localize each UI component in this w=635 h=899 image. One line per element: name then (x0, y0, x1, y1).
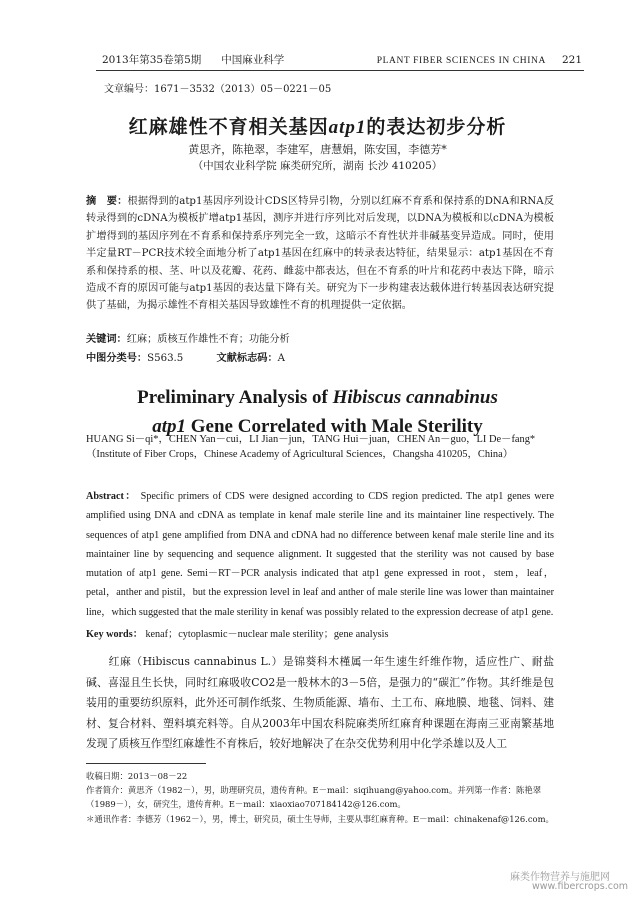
cn-affiliation: （中国农业科学院 麻类研究所，湖南 长沙 410205） (192, 160, 443, 172)
header-rule (96, 70, 584, 71)
footnote-author-bio: 作者简介：黄思齐（1982－），男，助理研究员，遗传育种。E－mail：siqihuang@yahoo.com。并列第一作者：陈艳翠（1989－），女，研究生，遗传育种。E－mail：xiaoxiao707184142@126.com。 (86, 785, 542, 810)
cn-authors: 黄思齐，陈艳翠，李建军，唐慧娟，陈安国，李德芳* (188, 143, 447, 156)
body-paragraph: 红麻（Hibiscus cannabinus L.）是锦葵科木槿属一年生速生纤维作物，适应性广、耐盐碱、喜湿且生长快，同时红麻吸收CO2是一般林木的3－5倍，是强力的“碳汇”作物。其纤维是包装用的重要纺织原料，此外还可制作纸浆、生物质能源、墙布、土工布、麻地膜、地毯、饲料、建材、复合材料、塑料填充料等。自从2003年中国农科院麻类所红麻育种课题在海南三亚南繁基地发现了质核互作型红麻雄性不育株后，较好地解决了在杂交优势利用中化学杀雄以及人工 (86, 655, 555, 750)
en-title: Preliminary Analysis of Hibiscus cannabinus atp1 Gene Correlated with Male Sterility (137, 387, 498, 437)
cn-abstract: 摘 要：根据得到的atp1基因序列设计CDS区特异引物，分别以红麻不育系和保持系的DNA和RNA反转录得到的cDNA为模板扩增atp1基因，测序并进行序列比对后发现，以DNA为模板和以cDNA为模板扩增得到的基因序列在不育系和保持系序列完全一致，这暗示不育性状并非碱基变异造成。同时，使用半定量RT－PCR技术较全面地分析了atp1基因在红麻中的转录表达特征，结果显示：atp1基因在不育系和保持系的根、茎、叶以及花瓣、花药、雌蕊中都表达，但在不育系的叶片和花药中表达下降，暗示造成不育的原因可能与atp1基因的表达量下降有关。研究为下一步构建表达载体进行转基因表达研究提供了基础，为揭示雄性不育相关基因导致雄性不育的机理提供一定依据。 (86, 195, 555, 312)
cn-classification: 中图分类号：S563.5 文献标志码：A (86, 352, 286, 364)
page-number: 221 (561, 54, 582, 66)
watermark-url: www.fibercrops.com (532, 881, 629, 892)
en-keywords: Key words： kenaf；cytoplasmic－nuclear male sterility；gene analysis (86, 629, 389, 640)
en-affiliation: （Institute of Fiber Crops，Chinese Academy of Agricultural Sciences，Changsha 410205，China） (86, 449, 514, 460)
footnote-rule (86, 763, 206, 764)
footnote-received: 收稿日期：2013－08－22 (86, 771, 188, 781)
en-authors: HUANG Si－qi*，CHEN Yan－cui，LI Jian－jun，TANG Hui－juan，CHEN An－guo，LI De－fang* (86, 434, 536, 445)
en-abstract: Abstract： Specific primers of CDS were designed according to CDS region predicted. The atp1 genes were amplified using DNA and cDNA as template in kenaf male sterile line and its maintainer line respectively. The sequences of atp1 gene amplified from DNA and cDNA had no difference between kenaf male sterile line and its maintainer line by sequencing and sequence alignment. It suggested that the sterility was not caused by base mutation of atp1 gene. Semi－RT－PCR analysis indicated that atp1 gene expressed in root，stem，leaf，petal，anther and pistil，but the expression level in leaf and anther of male sterile line was lower than maintainer line，which suggested that the male sterility in kenaf was possibly related to the expression decrease of atp1 gene. (86, 491, 554, 618)
running-header (102, 52, 582, 67)
article-number: 文章编号：1671－3532（2013）05－0221－05 (104, 84, 332, 95)
watermark-text: 麻类作物营养与施肥网 (510, 872, 610, 883)
cn-keywords: 关键词：红麻；质核互作雄性不育；功能分析 (86, 333, 290, 345)
cn-title: 红麻雄性不育相关基因atp1的表达初步分析 (128, 116, 507, 138)
footnote-corresponding: ＊通讯作者：李德芳（1962－），男，博士，研究员，硕士生导师，主要从事红麻育种。E－mail：chinakenaf@126.com。 (86, 813, 554, 824)
journal-issue: 2013年第35卷第5期 (102, 54, 202, 66)
journal-name-cn: 中国麻业科学 (221, 54, 285, 66)
en-authors-affiliation (86, 432, 556, 462)
footnotes (86, 769, 554, 826)
journal-name-en: PLANT FIBER SCIENCES IN CHINA (376, 56, 546, 66)
